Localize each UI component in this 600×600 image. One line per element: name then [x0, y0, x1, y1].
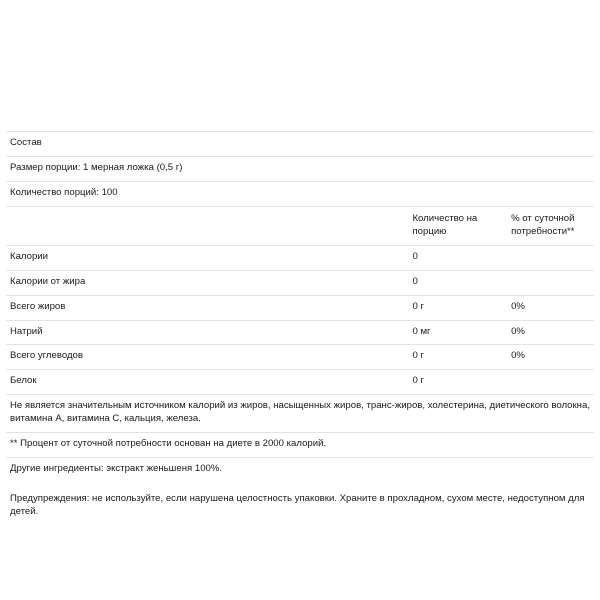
nutrient-amount: 0 [412, 250, 418, 262]
table-row [6, 271, 594, 296]
nutrient-name: Натрий [10, 325, 43, 337]
not-significant-row [6, 395, 594, 433]
serving-size-row [6, 157, 594, 182]
nutrient-name: Всего углеводов [10, 350, 83, 362]
nutrient-daily-value: 0% [511, 325, 525, 337]
supplement-facts [6, 131, 594, 532]
table-row [6, 345, 594, 370]
daily-value-header: % от суточной потребности** [511, 212, 575, 237]
nutrient-name: Белок [10, 375, 37, 387]
nutrient-amount: 0 [412, 275, 418, 287]
table-row [6, 246, 594, 271]
serving-size: Размер порции: 1 мерная ложка (0,5 г) [10, 161, 183, 173]
additional-info [6, 458, 594, 519]
facts-title: Состав [10, 137, 42, 148]
facts-title-row [6, 131, 594, 157]
amount-per-serving-header: Количество на порцию [412, 212, 478, 237]
servings-per-container-row [6, 182, 594, 207]
nutrient-name: Калории [10, 250, 49, 262]
nutrient-name: Всего жиров [10, 300, 66, 312]
nutrient-amount: 0 мг [412, 325, 431, 337]
table-row [6, 321, 594, 346]
table-row [6, 370, 594, 395]
servings-per-container: Количество порций: 100 [10, 186, 118, 198]
nutrient-name: Калории от жира [10, 275, 86, 287]
nutrient-amount: 0 г [412, 375, 424, 387]
daily-value-note: ** Процент от суточной потребности основан на диете в 2000 калорий. [10, 438, 327, 450]
table-row [6, 296, 594, 321]
nutrient-daily-value: 0% [511, 350, 525, 362]
nutrient-amount: 0 г [412, 300, 424, 312]
nutrient-amount: 0 г [412, 350, 424, 362]
table-header-row [6, 207, 594, 246]
daily-value-note-row [6, 433, 594, 458]
warnings: Предупреждения: не используйте, если нарушена целостность упаковки. Храните в прохладном, сухом месте, недоступном для детей. [10, 493, 585, 517]
not-significant-note: Не является значительным источником калорий из жиров, насыщенных жиров, транс-жиров, холестерина, диетического волокна, витамина A, витамина C, кальция, железа. [10, 400, 590, 425]
other-ingredients: Другие ингредиенты: экстракт женьшеня 100%. [10, 463, 223, 475]
nutrient-daily-value: 0% [511, 300, 525, 312]
